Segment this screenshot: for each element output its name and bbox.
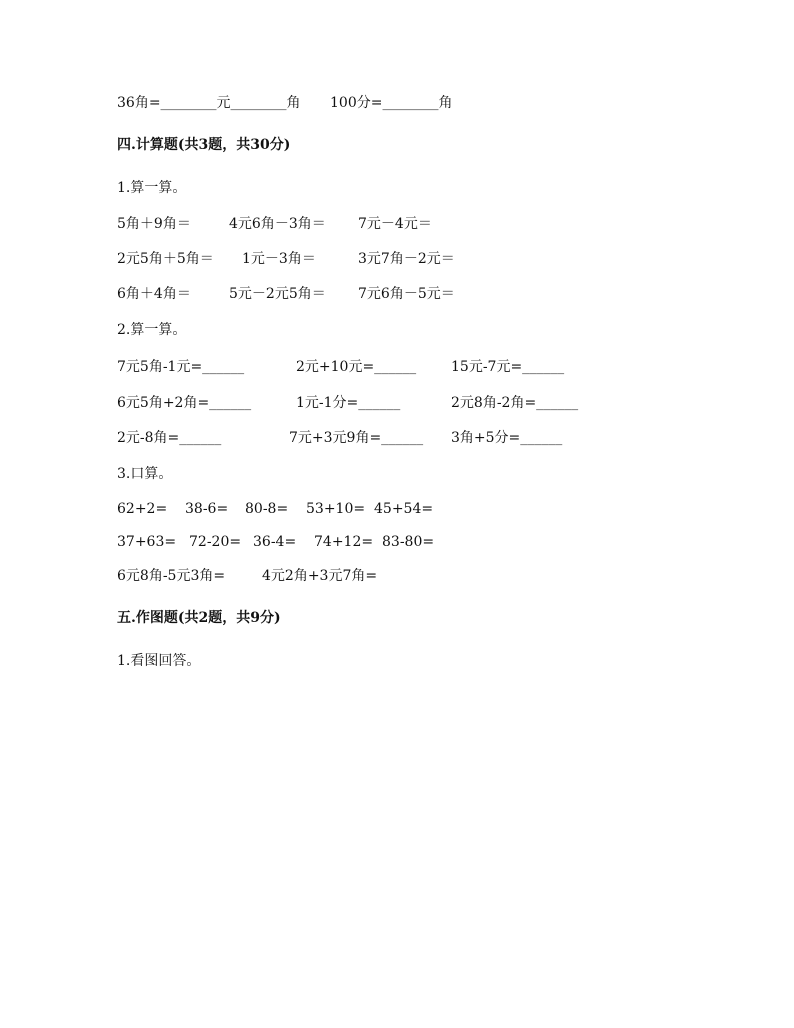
section-5-heading: 五.作图题(共2题，共9分): [117, 610, 281, 626]
q2-item: 6元5角+2角=______: [117, 395, 252, 411]
conversion-fen-to-jiao: 100分=________角: [330, 95, 453, 111]
q2-item: 3角+5分=______: [451, 430, 563, 446]
q3-item: 37+63=: [117, 534, 177, 550]
q1-item: 5角＋9角＝: [117, 216, 191, 232]
q2-item: 7元5角-1元=______: [117, 359, 245, 375]
q3-item: 6元8角-5元3角=: [117, 568, 226, 584]
q3-item: 38-6=: [185, 501, 229, 517]
q3-item: 74+12=: [314, 534, 374, 550]
q1-item: 3元7角－2元＝: [358, 251, 455, 267]
q1-item: 4元6角－3角＝: [229, 216, 326, 232]
q1-item: 6角＋4角＝: [117, 286, 191, 302]
q1-item: 2元5角＋5角＝: [117, 251, 214, 267]
q3-item: 83-80=: [382, 534, 435, 550]
q1-item: 1元－3角＝: [242, 251, 316, 267]
q1-item: 7元－4元＝: [358, 216, 432, 232]
q1-title: 1.算一算。: [117, 180, 187, 196]
q2-item: 15元-7元=______: [451, 359, 565, 375]
q1-item: 5元－2元5角＝: [229, 286, 326, 302]
q2-title: 2.算一算。: [117, 322, 187, 338]
q3-item: 53+10=: [306, 501, 366, 517]
q3-item: 72-20=: [189, 534, 242, 550]
q3-item: 45+54=: [374, 501, 434, 517]
q2-item: 2元+10元=______: [296, 359, 417, 375]
q3-item: 36-4=: [253, 534, 297, 550]
q3-title: 3.口算。: [117, 466, 173, 482]
q3-item: 4元2角+3元7角=: [262, 568, 378, 584]
conversion-jiao-to-yuan: 36角=________元________角: [117, 95, 301, 111]
q2-item: 7元+3元9角=______: [289, 430, 424, 446]
q2-item: 1元-1分=______: [296, 395, 401, 411]
q2-item: 2元8角-2角=______: [451, 395, 579, 411]
q3-item: 80-8=: [245, 501, 289, 517]
q4-title: 1.看图回答。: [117, 653, 201, 669]
q3-item: 62+2=: [117, 501, 168, 517]
q1-item: 7元6角－5元＝: [358, 286, 455, 302]
q2-item: 2元-8角=______: [117, 430, 222, 446]
section-4-heading: 四.计算题(共3题，共30分): [117, 137, 291, 153]
